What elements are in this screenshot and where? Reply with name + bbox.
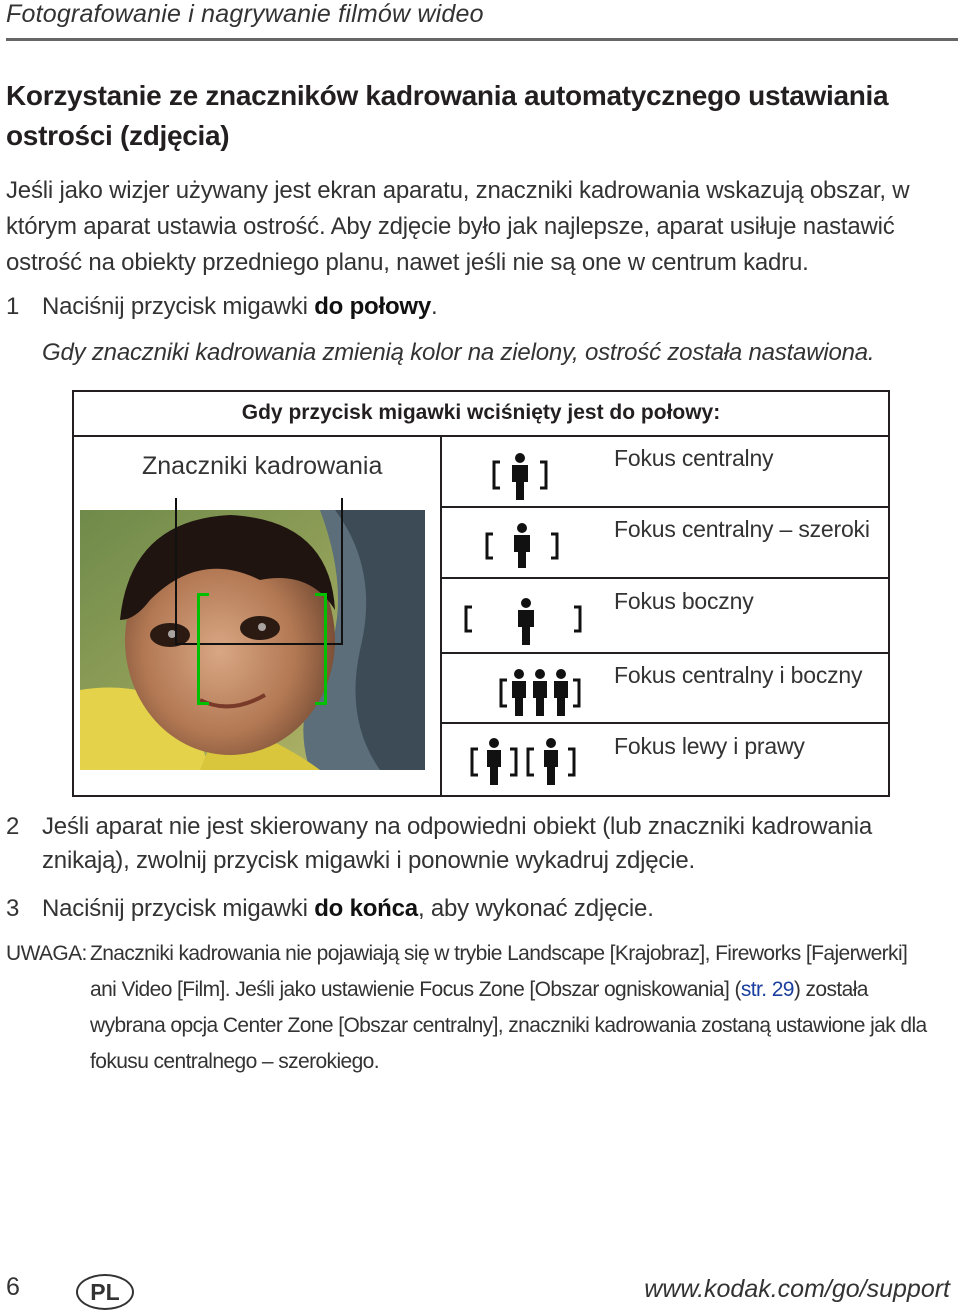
markers-label: Znaczniki kadrowania [142, 452, 383, 480]
step-1-note: Gdy znaczniki kadrowania zmienią kolor na zielony, ostrość została nastawiona. [42, 339, 875, 366]
step-text-bold: do końca [314, 895, 418, 922]
center-wide-focus-icon [483, 520, 561, 570]
step-text: Jeśli aparat nie jest skierowany na odpowiedni obiekt (lub znaczniki kadrowania znikają), zwolnij przycisk migawki i ponownie wykadruj zdjęcie. [42, 813, 873, 874]
step-3 [6, 892, 946, 926]
row-label: Fokus lewy i prawy [614, 733, 805, 759]
row-divider [440, 506, 890, 508]
page-number: 6 [6, 1273, 20, 1301]
row-divider [440, 577, 890, 579]
header-rule [6, 38, 958, 41]
step-text-post: . [431, 293, 438, 320]
section-header: Fotografowanie i nagrywanie filmów wideo [6, 0, 484, 28]
note-text-pre: Znaczniki kadrowania nie pojawiają się w trybie Landscape [Krajobraz], Fireworks [Fajerwerki] ani Video [Film]. Jeśli jako ustawienie Focus Zone [Obszar ogniskowania] ( [90, 942, 908, 1001]
page-reference-link[interactable]: str. 29 [740, 978, 794, 1001]
page-title: Korzystanie ze znaczników kadrowania automatycznego ustawiania ostrości (zdjęcia) [6, 80, 889, 151]
step-1 [6, 290, 946, 324]
note-text-post: ) została wybrana opcja Center Zone [Obszar centralny], znaczniki kadrowania zostaną ustawione jak dla fokusu centralnego – szerokiego. [90, 978, 927, 1073]
note-label: UWAGA: [6, 942, 87, 965]
step-text-bold: do połowy [314, 293, 432, 320]
step-2 [6, 810, 946, 880]
table-header: Gdy przycisk migawki wciśnięty jest do połowy: [72, 390, 890, 437]
language-badge: PL [76, 1274, 134, 1310]
left-right-focus-icon [468, 735, 580, 787]
center-focus-icon [490, 450, 550, 502]
step-text-pre: Naciśnij przycisk migawki [42, 895, 315, 922]
step-number: 3 [6, 895, 20, 922]
step-number: 1 [6, 293, 20, 320]
step-text [42, 892, 942, 926]
intro-paragraph: Jeśli jako wizjer używany jest ekran aparatu, znaczniki kadrowania wskazują obszar, w którym aparat ustawia ostrość. Aby zdjęcie było jak najlepsze, aparat usiłuje nastawić ostrość na obiekty przedniego planu, nawet jeśli nie są one w centrum kadru. [6, 177, 910, 276]
center-side-focus-icon [497, 664, 583, 720]
green-bracket-right [315, 593, 327, 705]
row-divider [440, 722, 890, 724]
table-divider [440, 437, 442, 797]
note-body [90, 936, 930, 1080]
support-url[interactable]: www.kodak.com/go/support [644, 1275, 950, 1303]
row-label: Fokus centralny – szeroki [614, 516, 870, 542]
row-label: Fokus centralny i boczny [614, 662, 863, 688]
step-number: 2 [6, 813, 20, 840]
step-text [42, 290, 942, 324]
step-text-pre: Naciśnij przycisk migawki [42, 293, 315, 320]
row-label: Fokus centralny [614, 445, 774, 471]
side-focus-icon [462, 595, 584, 647]
note-block [6, 936, 946, 1076]
green-bracket-left [197, 593, 209, 705]
row-divider [440, 652, 890, 654]
step-text-post: , aby wykonać zdjęcie. [417, 895, 654, 922]
row-label: Fokus boczny [614, 588, 754, 614]
